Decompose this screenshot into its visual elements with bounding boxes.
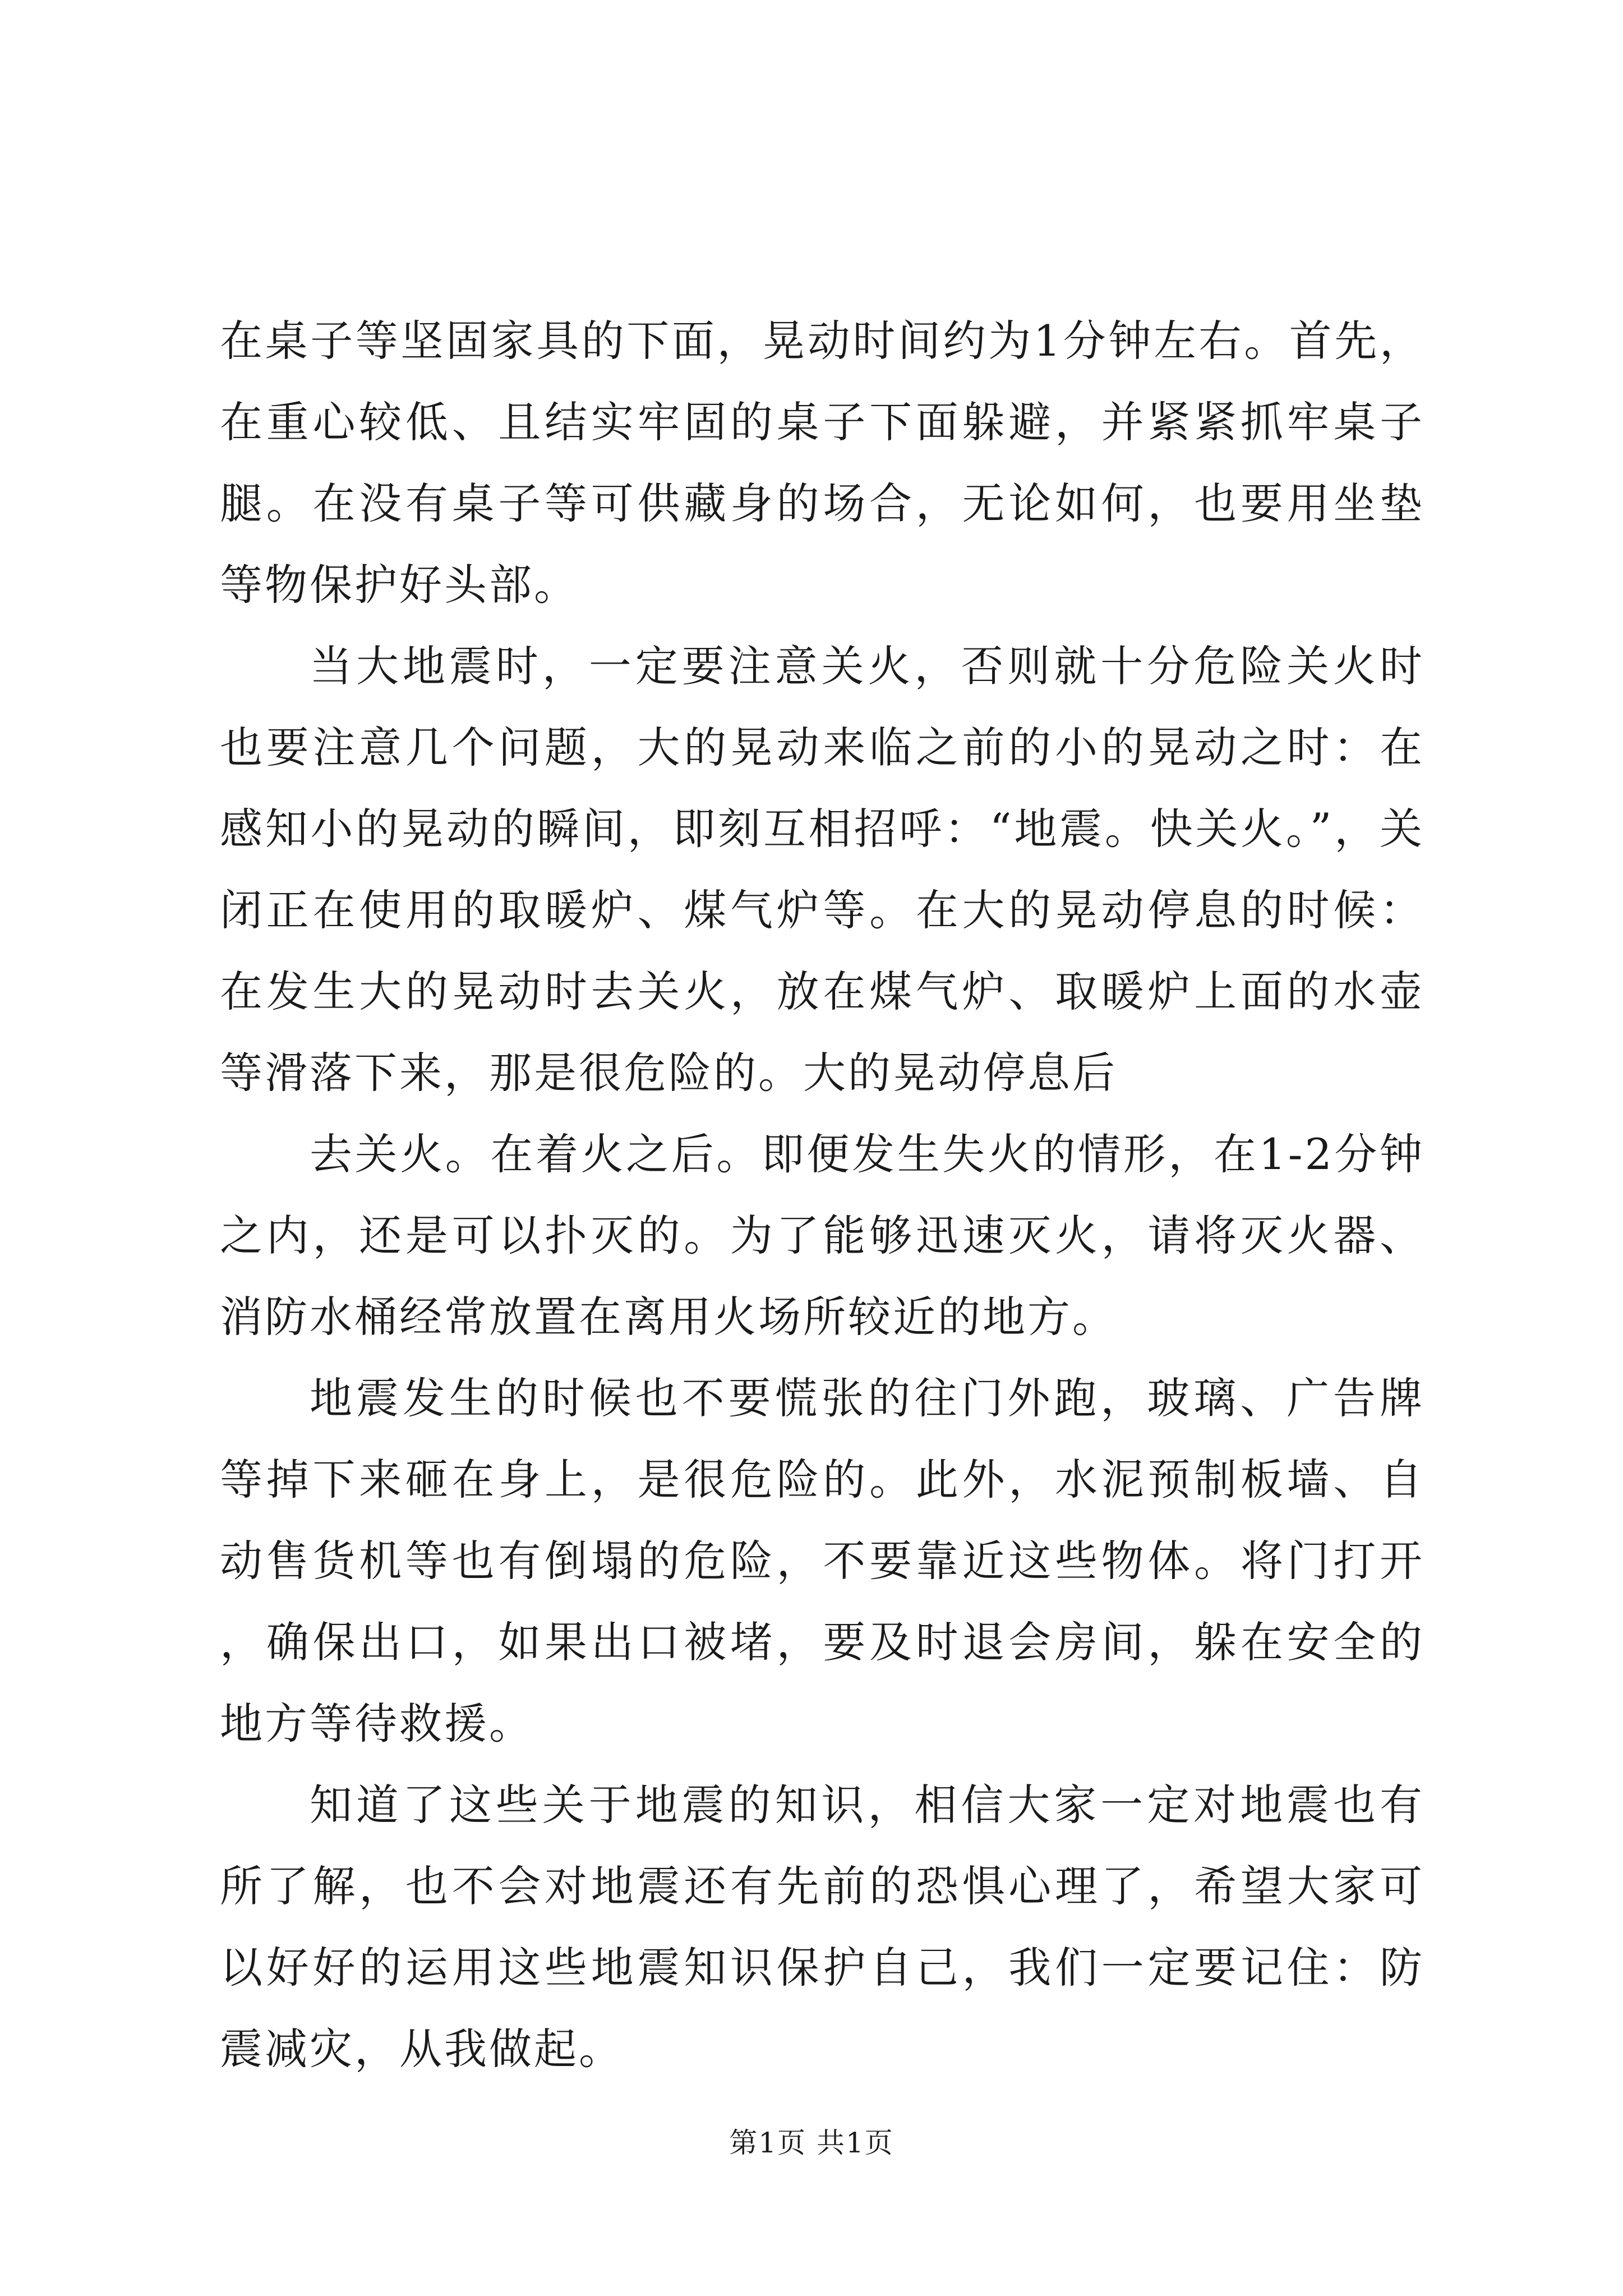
paragraph-desk-shelter: 在桌子等坚固家具的下面，晃动时间约为1分钟左右。首先，在重心较低、且结实牢固的桌子下面躲避，并紧紧抓牢桌子腿。在没有桌子等可供藏身的场合，无论如何，也要用坐垫等物保护好头部。 bbox=[220, 316, 1424, 610]
paragraph-extinguish-fire: 去关火。在着火之后。即便发生失火的情形，在1-2分钟之内，还是可以扑灭的。为了能够迅速灭火，请将灭火器、消防水桶经常放置在离用火场所较近的地方。 bbox=[220, 1129, 1424, 1342]
paragraph-do-not-run-outside: 地震发生的时候也不要慌张的往门外跑，玻璃、广告牌等掉下来砸在身上，是很危险的。此外，水泥预制板墙、自动售货机等也有倒塌的危险，不要靠近这些物体。将门打开，确保出口，如果出口被堵，要及时退会房间，躲在安全的地方等待救援。 bbox=[220, 1373, 1424, 1749]
document-body bbox=[220, 300, 1424, 2090]
paragraph-turn-off-fire: 当大地震时，一定要注意关火，否则就十分危险关火时也要注意几个问题，大的晃动来临之前的小的晃动之时：在感知小的晃动的瞬间，即刻互相招呼：“地震。快关火。”，关闭正在使用的取暖炉、煤气炉等。在大的晃动停息的时候：在发生大的晃动时去关火，放在煤气炉、取暖炉上面的水壶等滑落下来，那是很危险的。大的晃动停息后 bbox=[220, 641, 1424, 1098]
page-number-footer: 第1页 共1页 bbox=[729, 2127, 894, 2159]
paragraph-conclusion: 知道了这些关于地震的知识，相信大家一定对地震也有所了解，也不会对地震还有先前的恐惧心理了，希望大家可以好好的运用这些地震知识保护自己，我们一定要记住：防震减灾，从我做起。 bbox=[220, 1780, 1424, 2074]
